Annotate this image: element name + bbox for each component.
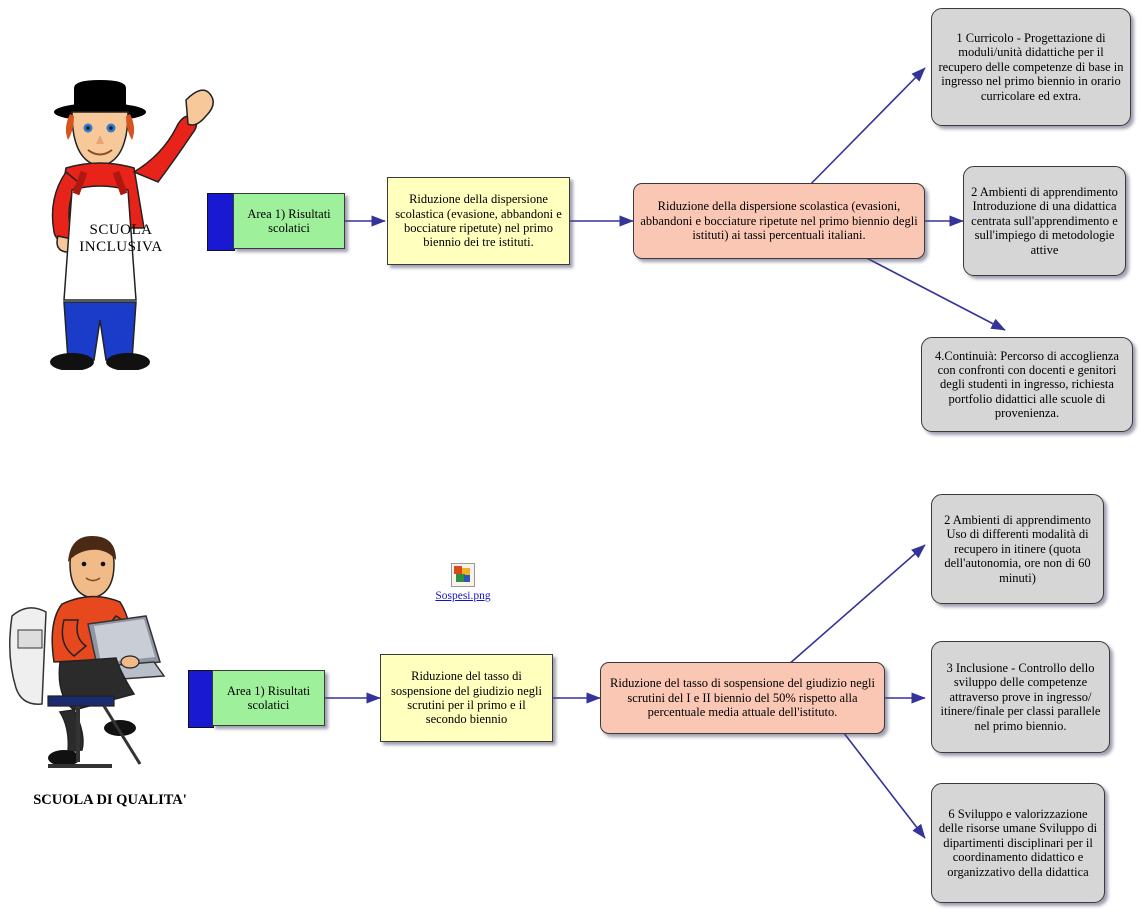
attachment-link[interactable]: Sospesi.png [435,590,491,602]
row-1-area-box[interactable] [233,193,345,249]
row-2-area-box[interactable] [212,670,325,726]
row-1-priority-box[interactable] [387,177,570,265]
row-2-caption [10,792,210,809]
row-2-goal-box[interactable] [600,662,885,734]
row-2-priority-text: Riduzione del tasso di sospensione del giudizio negli scrutini per il primo e il secondo biennio [390,669,543,727]
row-1-objective-1-text: 1 Curricolo - Progettazione di moduli/unità didattiche per il recupero delle competenze di base in ingresso nel primo biennio in orario curricolare ed extra. [938,31,1124,103]
row-1-objective-3-text: 4.Continuià: Percorso di accoglienza con confronti con docenti e genitori degli studenti in ingresso, richiesta portfolio didattici alle scuole di provenienza. [935,348,1119,421]
row-2-objective-3[interactable] [931,783,1105,903]
row-1-objective-2[interactable] [963,166,1126,276]
row-1-goal-box[interactable] [633,183,925,259]
row-1-objective-2-text: 2 Ambienti di apprendimento Introduzione di una didattica centrata sull'apprendimento e sull'impiego di metodologie attive [971,185,1118,257]
row-1-caption [46,222,196,256]
row-1-objective-1[interactable] [931,8,1131,126]
row-2-area-tab [188,670,214,728]
row-1-priority-text: Riduzione della dispersione scolastica (evasione, abbandoni e bocciature ripetute) nel primo biennio dei tre istituti. [395,192,562,250]
row-2-caption-line1: SCUOLA DI QUALITA' [33,792,187,808]
row-1-objective-3[interactable] [921,337,1133,432]
row-2-area-text: Area 1) Risultati scolatici [226,683,311,712]
row-2-objective-1[interactable] [931,494,1104,604]
teacher-clipart [10,40,230,370]
row-2-objective-2-text: 3 Inclusione - Controllo dello sviluppo delle competenze attraverso prove in ingresso/ itinere/finale per classi parallele nel primo biennio. [940,661,1101,733]
row-2-objective-2[interactable] [931,641,1110,753]
student-clipart [4,520,204,790]
row-1-goal-text: Riduzione della dispersione scolastica (evasioni, abbandoni e bocciature ripetute nel primo biennio degli istituti) ai tassi percentuali italiani. [640,199,918,243]
row-1-caption-line1: SCUOLA [89,222,153,238]
row-1-caption-line2: INCLUSIVA [79,239,163,255]
row-1-area-tab [207,193,235,251]
row-2-goal-text: Riduzione del tasso di sospensione del giudizio negli scrutini del I e II biennio del 50% rispetto alla percentuale media attuale dell'istituto. [610,676,875,720]
image-file-icon[interactable] [451,563,475,587]
row-1-area-text: Area 1) Risultati scolatici [247,206,331,235]
row-2-objective-3-text: 6 Sviluppo e valorizzazione delle risorse umane Sviluppo di dipartimenti disciplinari per il coordinamento didattico e organizzativo della didattica [938,807,1098,879]
attachment-block[interactable] [403,563,523,602]
row-2-priority-box[interactable] [380,654,553,742]
row-2-objective-1-text: 2 Ambienti di apprendimento Uso di differenti modalità di recupero in itinere (quota dell'autonomia, ore non di 60 minuti) [944,513,1091,585]
